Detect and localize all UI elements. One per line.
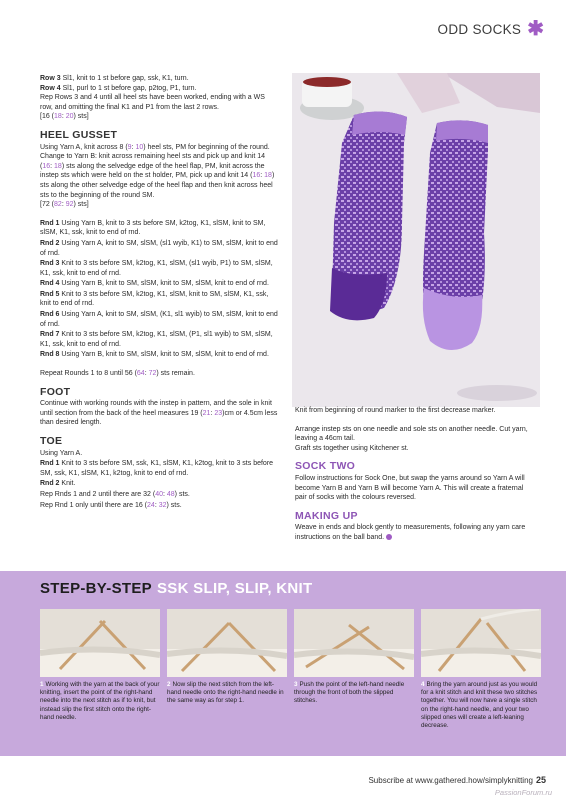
rnd-6: Rnd 6 Using Yarn A, knit to SM, slSM, (K1, sl1 wyib) to SM, slSM, knit to end of rnd. [40,311,278,328]
heel-rows [40,74,278,122]
step-2 [167,609,287,706]
step-1-photo [40,609,160,677]
toe-text [40,449,278,511]
step-3-photo [294,609,414,677]
heel-repeat: Rep Rows 3 and 4 until all heel sts have been worked, ending with a WS row, and omitting the final K1 and P1 from the last 2 rows. [16 (18: 20) sts] [40,94,265,121]
step-1 [40,609,160,722]
making-up-text: Weave in ends and block gently to measurements, following any yarn care instructions on the ball band. [295,524,526,541]
toe-repeat-2: Rep Rnd 1 only until there are 16 (24: 32) sts. [40,501,182,509]
row-4: Row 4 Sl1, purl to 1 st before gap, p2tog, P1, turn. [40,84,197,92]
end-mark-icon [386,534,392,540]
rnd-4: Rnd 4 Using Yarn B, knit to SM, slSM, knit to SM, slSM, knit to end of rnd. [40,280,269,288]
socks-illustration [292,73,540,407]
sock-two-heading: SOCK TWO [295,460,356,473]
finishing-3: Graft sts together using Kitchener st. [295,444,409,452]
pattern-left-column [40,74,278,511]
making-up-heading: MAKING UP [295,509,358,522]
step-4 [421,609,541,730]
toe-rnd-1: Rnd 1 Knit to 3 sts before SM, ssk, K1, slSM, K1, k2tog, knit to 3 sts before SM, ssk, K1, slSM, K1, k2tog, knit to end of rnd. [40,460,274,477]
rnd-2: Rnd 2 Using Yarn A, knit to SM, slSM, (sl1 wyib, K1) to SM, slSM, knit to end of rnd. [40,239,278,257]
rnd-5: Rnd 5 Knit to 3 sts before SM, k2tog, K1, slSM, knit to SM, slSM, K1, ssk, knit to end of rnd. [40,290,269,308]
toe-heading: TOE [40,435,63,447]
page-number: 25 [535,775,546,785]
step-1-text: 1 Working with the yarn at the back of your knitting, insert the point of the right-hand needle into the next stitch as if to knit, but instead slip the first stitch onto the right-hand needle. [40,681,160,721]
toe-rnd-2: Rnd 2 Knit. [40,480,76,488]
toe-repeat-1: Rep Rnds 1 and 2 until there are 32 (40: 48) sts. [40,490,190,498]
pattern-right-column [295,406,533,543]
step-3-text: 3 Push the point of the left-hand needle through the front of both the slipped stitches. [294,681,405,705]
page-footer [368,775,546,785]
watermark: PassionForum.ru [494,788,552,797]
section-header [438,19,544,39]
foot-text: Continue with working rounds with the instep in pattern, and the sole in knit until section from the back of the heel measures 19 (21: 23)cm or 4.5cm less than desired length. [40,400,278,427]
step-3 [294,609,414,706]
foot-heading: FOOT [40,385,71,398]
step-2-photo [167,609,287,677]
toe-yarn: Using Yarn A. [40,449,83,457]
finishing-1: Knit from beginning of round marker to the first decrease marker. [295,407,496,414]
gusset-repeat: Repeat Rounds 1 to 8 until 56 (64: 72) sts remain. [40,370,195,378]
socks-photo [292,73,540,407]
finishing-2: Arrange instep sts on one needle and sole sts on another needle. Cut yarn, leaving a 46cm tail. [295,425,528,443]
step-2-text: 2 Now slip the next stitch from the left-hand needle onto the right-hand needle in the same way as for step 1. [167,681,284,705]
step-by-step-title: STEP-BY-STEP SSK SLIP, SLIP, KNIT [40,580,313,597]
section-title: ODD SOCKS [437,21,522,37]
sock-two-text: Follow instructions for Sock One, but swap the yarns around so Yarn A will become Yarn B and Yarn B will become Yarn A. This will create a fraternal pair of socks with the colours reversed. [295,474,525,502]
row-3: Row 3 Sl1, knit to 1 st before gap, ssk, K1, turn. [40,75,189,82]
heel-gusset-heading: HEEL GUSSET [40,128,118,141]
gusset-rounds [40,219,278,360]
subscribe-text: Subscribe at www.gathered.how/simplyknitting [368,776,533,785]
step-by-step-band [0,571,566,756]
asterisk-icon: ✱ [527,18,544,40]
step-4-photo [421,609,541,677]
right-sock [423,120,488,350]
rnd-8: Rnd 8 Using Yarn B, knit to SM, slSM, knit to SM, slSM, knit to end of rnd. [40,351,269,359]
heel-gusset-text: Using Yarn A, knit across 8 (9: 10) heel sts, PM for beginning of the round. Change to Yarn B: knit across remaining heel sts and pick up and knit 14 (16: 18) sts along the selvedge edge of the heel flap, PM, knit across the instep sts which were held on the st holder, PM, pick up and knit 14 (16: 18) sts along the other selvedge edge of the heel flap and then knit across heel sts to the beginning of the round SM. [72 (82: 92) sts] [40,143,275,209]
rnd-3: Rnd 3 Knit to 3 sts before SM, k2tog, K1, slSM, (sl1 wyib, P1) to SM, slSM, K1, ssk, knit to end of rnd. [40,260,273,277]
step-4-text: 4 Bring the yarn around just as you would for a knit stitch and knit these two stitches together. You will now have a single stitch on the right-hand needle, and your two slipped ones will create a left-leaning decrease. [421,681,538,730]
rnd-1: Rnd 1 Using Yarn B, knit to 3 sts before SM, k2tog, K1, slSM, knit to SM, slSM, K1, ssk, knit to end of rnd. [40,219,266,237]
rnd-7: Rnd 7 Knit to 3 sts before SM, k2tog, K1, slSM, (P1, sl1 wyib) to SM, slSM, K1, ssk, knit to end of rnd. [40,331,273,348]
